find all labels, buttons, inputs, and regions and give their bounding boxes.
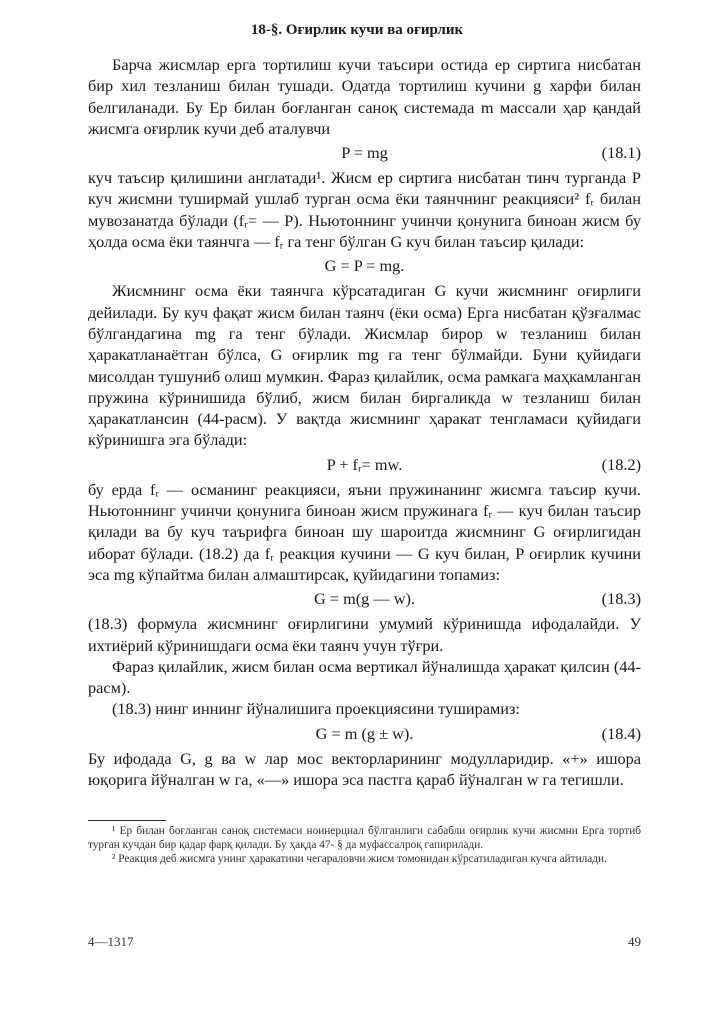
equation-formula: G = P = mg.	[324, 256, 405, 276]
paragraph-4: бу ерда fᵣ — османинг реакцияси, яъни пружинанинг жисмга таъсир кучи. Ньютоннинг учинчи қонунига биноан жисм пружинага fᵣ — куч билан таъсир қилади ва бу куч таърифга биноан шу шароитда жисмнинг G оғирлигидан иборат бўлади. (18.2) да fᵣ реакция кучини — G куч билан, P оғирлик кучини эса mg кўпайтма билан алмаштирсак, қуйидагини топамиз:	[88, 479, 641, 584]
equation-formula: P + fᵣ= mw.	[326, 454, 403, 474]
paragraph-1: Барча жисмлар ерга тортилиш кучи таъсири остида ер сиртига нисбатан бир хил тезланиш билан тушади. Одатда тортилиш кучини g харфи билан белгиланади. Бу Ер билан боғланган саноқ системада m массали ҳар қандай жисмга оғирлик кучи деб аталувчи	[88, 55, 641, 138]
equation-formula: G = m (g ± w).	[315, 723, 414, 743]
paragraph-3: Жисмнинг осма ёки таянчга кўрсатадиган G кучи жисмнинг оғирлиги дейилади. Бу куч фақат жисм билан таянч (ёки осма) Ерга нисбатан қўзғалмас бўлгандагина mg га тенг бўлади. Жисмлар бирор w тезланиш билан ҳаракатланаётган бўлса, G оғирлик mg га тенг бўлмайди. Буни қуйидаги мисолдан тушуниб олиш мумкин. Фараз қилайлик, осма рамкага маҳкамланган пружина кўринишида бўлиб, жисм билан биргаликда w тезланиш билан ҳаракатлансин (44-расм). У вақтда жисмнинг ҳаракат тенгламаси қуйидаги кўринишга эга бўлади:	[88, 281, 641, 450]
footnote-1: ¹ Ер билан боғланган саноқ системаси ноинерциал бўлганлиги сабабли оғирлик кучи жисмни Ерга тортиб турган кучдан бир қадар фарқ қилади. Бу ҳақда 47- § да муфассалроқ гапирилади.	[88, 825, 641, 851]
equation-number: (18.4)	[601, 723, 641, 743]
page-number: 49	[628, 934, 641, 949]
equation-18-2	[88, 454, 641, 476]
equation-number: (18.2)	[601, 454, 641, 474]
paragraph-5: (18.3) формула жисмнинг оғирлигини умумий кўринишда ифодалайди. У ихтиёрий кўринишдаги осма ёки таянч учун тўғри.	[88, 614, 641, 655]
body-text	[88, 54, 641, 790]
equation-18-1	[88, 142, 641, 164]
printer-signature: 4—1317	[88, 934, 134, 949]
equation-number: (18.3)	[601, 589, 641, 609]
equation-formula: G = m(g — w).	[314, 589, 415, 609]
equation-18-3	[88, 588, 641, 610]
equation-g-p-mg	[88, 255, 641, 277]
footnotes	[88, 824, 641, 866]
paragraph-7: (18.3) нинг иннинг йўналишига проекциясини туширамиз:	[112, 699, 520, 719]
paragraph-6: Фараз қилайлик, жисм билан осма вертикал йўналишда ҳаракат қилсин (44-расм).	[88, 656, 641, 698]
footnote-2: ² Реакция деб жисмга унинг ҳаракатини чегараловчи жисм томонидан кўрсатиладиган кучга айтилади.	[112, 853, 607, 865]
paragraph-8: Бу ифодада G, g ва w лар мос векторларининг модулларидир. «+» ишора юқорига йўналган w га, «—» ишора эса пастга қараб йўналган w га тегишли.	[88, 748, 641, 790]
equation-18-4	[88, 723, 641, 745]
section-heading: 18-§. Оғирлик кучи ва оғирлик	[250, 22, 464, 38]
equation-formula: P = mg	[341, 143, 388, 163]
equation-number: (18.1)	[601, 143, 641, 163]
footnote-divider	[88, 820, 166, 821]
paragraph-2: куч таъсир қилишини англатади¹. Жисм ер сиртига нисбатан тинч турганда P куч жисмни туширмай ушлаб турган осма ёки таянчнинг реакцияси² fᵣ билан мувозанатда бўлади (fᵣ= — P). Ньютоннинг учинчи қонунига биноан жисм бу ҳолда осма ёки таянчга — fᵣ га тенг бўлган G куч билан таъсир қилади:	[88, 168, 641, 252]
